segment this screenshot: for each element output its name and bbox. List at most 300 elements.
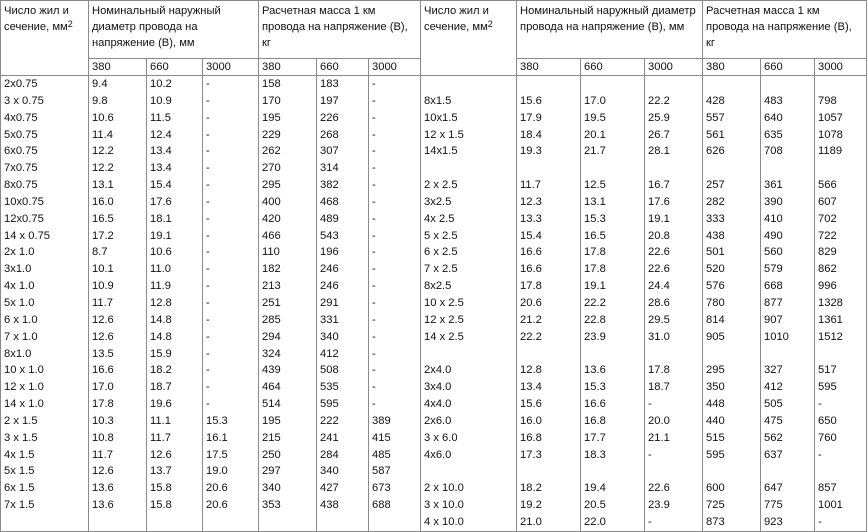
count-section-right: 4х 2.5	[421, 211, 517, 228]
value-cell-left: 438	[317, 497, 369, 514]
value-cell-right: 798	[815, 93, 867, 110]
value-cell-left: 262	[259, 143, 317, 160]
value-cell-left: -	[369, 329, 421, 346]
value-cell-right: 28.1	[645, 143, 703, 160]
value-cell-left: -	[203, 211, 259, 228]
value-cell-right: 15.3	[581, 211, 645, 228]
value-cell-left: 11.7	[89, 295, 147, 312]
table-row	[1, 396, 867, 413]
value-cell-left: 340	[317, 463, 369, 480]
header-diameter-left: Номинальный наружный диаметр провода на напряжение (В), мм	[89, 1, 259, 59]
value-cell-right: 12.3	[517, 194, 581, 211]
count-section-right: 3 х 10.0	[421, 497, 517, 514]
value-cell-left: 297	[259, 463, 317, 480]
value-cell-right: 20.6	[517, 295, 581, 312]
value-cell-left: -	[369, 76, 421, 93]
table-row	[1, 295, 867, 312]
value-cell-right: 877	[761, 295, 815, 312]
count-section-right: 2х4.0	[421, 362, 517, 379]
count-section-left: 6 х 1.0	[1, 312, 89, 329]
count-section-left: 3х1.0	[1, 261, 89, 278]
count-section-left: 12 х 1.0	[1, 379, 89, 396]
voltage-cell: 660	[581, 59, 645, 76]
value-cell-right: 23.9	[581, 329, 645, 346]
value-cell-left: 15.9	[147, 346, 203, 363]
value-cell-left: 16.0	[89, 194, 147, 211]
value-cell-left: -	[203, 194, 259, 211]
value-cell-left: -	[203, 261, 259, 278]
value-cell-right: 862	[815, 261, 867, 278]
value-cell-left: 595	[317, 396, 369, 413]
value-cell-right: 17.7	[581, 430, 645, 447]
value-cell-right: 29.5	[645, 312, 703, 329]
value-cell-right: 483	[761, 93, 815, 110]
value-cell-left: 10.2	[147, 76, 203, 93]
table-row	[1, 177, 867, 194]
count-section-right: 2 х 10.0	[421, 480, 517, 497]
value-cell-right: 25.9	[645, 110, 703, 127]
value-cell-left: 18.2	[147, 362, 203, 379]
value-cell-right	[581, 160, 645, 177]
value-cell-left: -	[203, 110, 259, 127]
header-count-section-right: Число жил и сечение, мм$^2$	[421, 1, 517, 76]
value-cell-left: -	[369, 396, 421, 413]
value-cell-right: 515	[703, 430, 761, 447]
value-cell-left: -	[203, 244, 259, 261]
value-cell-right	[761, 76, 815, 93]
table-row	[1, 160, 867, 177]
value-cell-left: -	[203, 278, 259, 295]
count-section-right: 10 х 2.5	[421, 295, 517, 312]
value-cell-left: -	[369, 127, 421, 144]
value-cell-left: 508	[317, 362, 369, 379]
value-cell-left: 222	[317, 413, 369, 430]
value-cell-left: 246	[317, 261, 369, 278]
header-count-section-left: Число жил и сечение, мм$^2$	[1, 1, 89, 76]
value-cell-right: 640	[761, 110, 815, 127]
value-cell-right: 17.8	[581, 261, 645, 278]
value-cell-left: 250	[259, 447, 317, 464]
value-cell-right	[815, 463, 867, 480]
count-section-right: 14х1.5	[421, 143, 517, 160]
value-cell-right: 517	[815, 362, 867, 379]
value-cell-right: 448	[703, 396, 761, 413]
value-cell-left: -	[203, 177, 259, 194]
value-cell-left: 12.6	[89, 329, 147, 346]
value-cell-left: 197	[317, 93, 369, 110]
value-cell-left: 17.5	[203, 447, 259, 464]
value-cell-right: 23.9	[645, 497, 703, 514]
value-cell-left: -	[369, 110, 421, 127]
value-cell-right: 410	[761, 211, 815, 228]
value-cell-right: 15.6	[517, 396, 581, 413]
table-row	[1, 514, 867, 531]
value-cell-left: 420	[259, 211, 317, 228]
value-cell-right: 21.0	[517, 514, 581, 531]
value-cell-left: 688	[369, 497, 421, 514]
count-section-right: 14 х 2.5	[421, 329, 517, 346]
value-cell-left: 182	[259, 261, 317, 278]
value-cell-left: 19.0	[203, 463, 259, 480]
value-cell-right: 873	[703, 514, 761, 531]
count-section-left: 6х 1.5	[1, 480, 89, 497]
value-cell-right: 22.8	[581, 312, 645, 329]
voltage-cell: 380	[703, 59, 761, 76]
value-cell-left: 514	[259, 396, 317, 413]
value-cell-left: 15.8	[147, 480, 203, 497]
value-cell-left: 13.4	[147, 143, 203, 160]
value-cell-right: 17.9	[517, 110, 581, 127]
value-cell-left: 11.1	[147, 413, 203, 430]
table-row	[1, 362, 867, 379]
table-row	[1, 261, 867, 278]
table-row	[1, 312, 867, 329]
value-cell-left: 587	[369, 463, 421, 480]
value-cell-left: 213	[259, 278, 317, 295]
value-cell-right	[645, 463, 703, 480]
table-row	[1, 110, 867, 127]
value-cell-right: 16.0	[517, 413, 581, 430]
value-cell-right: 22.6	[645, 480, 703, 497]
table-row	[1, 194, 867, 211]
header-mass-left: Расчетная масса 1 км провода на напряжение (В), кг	[259, 1, 421, 59]
value-cell-right: -	[815, 396, 867, 413]
count-section-left: 2х 1.0	[1, 244, 89, 261]
value-cell-left: 10.9	[89, 278, 147, 295]
value-cell-right	[645, 160, 703, 177]
value-cell-right: 17.8	[581, 244, 645, 261]
count-section-right: 4 х 10.0	[421, 514, 517, 531]
value-cell-left: 19.6	[147, 396, 203, 413]
value-cell-right: 576	[703, 278, 761, 295]
value-cell-right: 1078	[815, 127, 867, 144]
value-cell-left: 13.5	[89, 346, 147, 363]
value-cell-right: 19.1	[645, 211, 703, 228]
value-cell-right: -	[815, 514, 867, 531]
count-section-left: 14 х 0.75	[1, 228, 89, 245]
value-cell-left: 10.8	[89, 430, 147, 447]
value-cell-left: 17.0	[89, 379, 147, 396]
value-cell-right: 20.0	[645, 413, 703, 430]
value-cell-left: 12.6	[89, 463, 147, 480]
value-cell-left: 14.8	[147, 329, 203, 346]
value-cell-right: 440	[703, 413, 761, 430]
count-section-right	[421, 463, 517, 480]
value-cell-left: 16.6	[89, 362, 147, 379]
value-cell-left: 400	[259, 194, 317, 211]
count-section-right: 5 х 2.5	[421, 228, 517, 245]
table-row	[1, 379, 867, 396]
count-section-right: 2 х 2.5	[421, 177, 517, 194]
value-cell-right: 20.5	[581, 497, 645, 514]
value-cell-left: 229	[259, 127, 317, 144]
value-cell-right: 19.3	[517, 143, 581, 160]
count-section-right: 12 х 2.5	[421, 312, 517, 329]
value-cell-left	[203, 514, 259, 531]
value-cell-left: 340	[317, 329, 369, 346]
value-cell-left: 10.9	[147, 93, 203, 110]
count-section-left: 2х0.75	[1, 76, 89, 93]
value-cell-left: 196	[317, 244, 369, 261]
value-cell-left: 11.9	[147, 278, 203, 295]
value-cell-right: 637	[761, 447, 815, 464]
value-cell-left: 13.7	[147, 463, 203, 480]
value-cell-left: -	[203, 312, 259, 329]
value-cell-right: 282	[703, 194, 761, 211]
count-section-left: 8х0.75	[1, 177, 89, 194]
value-cell-right: 1001	[815, 497, 867, 514]
count-section-right: 7 х 2.5	[421, 261, 517, 278]
value-cell-right	[815, 346, 867, 363]
value-cell-right	[581, 346, 645, 363]
count-section-left: 5х0.75	[1, 127, 89, 144]
value-cell-right: 18.3	[581, 447, 645, 464]
value-cell-right: 722	[815, 228, 867, 245]
voltage-cell: 660	[147, 59, 203, 76]
value-cell-right	[815, 160, 867, 177]
table-row	[1, 127, 867, 144]
value-cell-right: 26.7	[645, 127, 703, 144]
value-cell-left: 12.6	[147, 447, 203, 464]
count-section-right: 3х2.5	[421, 194, 517, 211]
value-cell-left: 295	[259, 177, 317, 194]
value-cell-left: 324	[259, 346, 317, 363]
value-cell-left: 427	[317, 480, 369, 497]
value-cell-right: 327	[761, 362, 815, 379]
count-section-right	[421, 76, 517, 93]
value-cell-right: 19.4	[581, 480, 645, 497]
value-cell-left: 489	[317, 211, 369, 228]
value-cell-right: 17.3	[517, 447, 581, 464]
count-section-left: 4х0.75	[1, 110, 89, 127]
value-cell-left: 16.5	[89, 211, 147, 228]
value-cell-left: 12.8	[147, 295, 203, 312]
value-cell-left	[317, 514, 369, 531]
count-section-left: 6х0.75	[1, 143, 89, 160]
count-section-left: 5х 1.5	[1, 463, 89, 480]
value-cell-right: 13.4	[517, 379, 581, 396]
value-cell-right: 600	[703, 480, 761, 497]
value-cell-left: -	[369, 379, 421, 396]
voltage-cell: 660	[761, 59, 815, 76]
table-row	[1, 329, 867, 346]
value-cell-left: -	[203, 329, 259, 346]
value-cell-right: 520	[703, 261, 761, 278]
value-cell-right: 18.4	[517, 127, 581, 144]
value-cell-right: 562	[761, 430, 815, 447]
value-cell-right	[517, 76, 581, 93]
value-cell-left: 415	[369, 430, 421, 447]
value-cell-left: 464	[259, 379, 317, 396]
value-cell-left: 535	[317, 379, 369, 396]
value-cell-left: 17.6	[147, 194, 203, 211]
value-cell-right: 412	[761, 379, 815, 396]
value-cell-right	[815, 76, 867, 93]
count-section-left: 10 х 1.0	[1, 362, 89, 379]
value-cell-right	[581, 76, 645, 93]
value-cell-right: 708	[761, 143, 815, 160]
value-cell-right: -	[645, 514, 703, 531]
value-cell-left: -	[369, 194, 421, 211]
value-cell-right	[761, 463, 815, 480]
count-section-right	[421, 160, 517, 177]
count-section-left: 4х 1.5	[1, 447, 89, 464]
value-cell-left: -	[369, 346, 421, 363]
table-row	[1, 228, 867, 245]
value-cell-right	[703, 346, 761, 363]
value-cell-right	[761, 160, 815, 177]
value-cell-left: -	[369, 211, 421, 228]
count-section-left: 7х0.75	[1, 160, 89, 177]
value-cell-right: 390	[761, 194, 815, 211]
value-cell-right: 907	[761, 312, 815, 329]
value-cell-left: 13.6	[89, 497, 147, 514]
value-cell-right: 12.5	[581, 177, 645, 194]
count-section-right: 8х1.5	[421, 93, 517, 110]
count-section-left: 3 х 0.75	[1, 93, 89, 110]
value-cell-right	[761, 346, 815, 363]
value-cell-right: 295	[703, 362, 761, 379]
value-cell-right: 17.6	[645, 194, 703, 211]
count-section-right: 3х4.0	[421, 379, 517, 396]
value-cell-left: 10.6	[89, 110, 147, 127]
value-cell-left: 10.6	[147, 244, 203, 261]
value-cell-right: 668	[761, 278, 815, 295]
value-cell-left: 11.5	[147, 110, 203, 127]
value-cell-left: 12.4	[147, 127, 203, 144]
value-cell-right: 829	[815, 244, 867, 261]
value-cell-right	[703, 160, 761, 177]
table-row	[1, 447, 867, 464]
value-cell-left: 270	[259, 160, 317, 177]
value-cell-left: 14.8	[147, 312, 203, 329]
value-cell-left: 353	[259, 497, 317, 514]
value-cell-left: -	[369, 244, 421, 261]
value-cell-right	[517, 160, 581, 177]
count-section-right: 10х1.5	[421, 110, 517, 127]
value-cell-right: 505	[761, 396, 815, 413]
value-cell-left: -	[203, 346, 259, 363]
header-diameter-right: Номинальный наружный диаметр провода на напряжение (В), мм	[517, 1, 703, 59]
value-cell-right: 1057	[815, 110, 867, 127]
value-cell-left: 195	[259, 110, 317, 127]
value-cell-left: -	[369, 278, 421, 295]
value-cell-right	[645, 76, 703, 93]
table-row	[1, 497, 867, 514]
value-cell-right: 595	[815, 379, 867, 396]
value-cell-right: 15.6	[517, 93, 581, 110]
count-section-right	[421, 346, 517, 363]
table-row	[1, 463, 867, 480]
value-cell-right: 760	[815, 430, 867, 447]
count-section-left: 5х 1.0	[1, 295, 89, 312]
value-cell-left: 11.4	[89, 127, 147, 144]
value-cell-left: -	[203, 127, 259, 144]
value-cell-left: 18.7	[147, 379, 203, 396]
value-cell-right	[703, 463, 761, 480]
value-cell-right: 905	[703, 329, 761, 346]
value-cell-right: 1512	[815, 329, 867, 346]
value-cell-left: 20.6	[203, 480, 259, 497]
value-cell-left: 10.3	[89, 413, 147, 430]
value-cell-left: 195	[259, 413, 317, 430]
value-cell-left: 17.8	[89, 396, 147, 413]
value-cell-right: 16.8	[581, 413, 645, 430]
voltage-cell: 660	[317, 59, 369, 76]
value-cell-right: -	[815, 447, 867, 464]
value-cell-left: 11.7	[147, 430, 203, 447]
value-cell-left	[259, 514, 317, 531]
count-section-left: 3 х 1.5	[1, 430, 89, 447]
value-cell-right: 650	[815, 413, 867, 430]
table-row	[1, 278, 867, 295]
value-cell-left: -	[203, 396, 259, 413]
value-cell-right: 16.6	[517, 261, 581, 278]
value-cell-right: 24.4	[645, 278, 703, 295]
value-cell-left: 13.4	[147, 160, 203, 177]
voltage-cell: 380	[517, 59, 581, 76]
value-cell-right: 607	[815, 194, 867, 211]
value-cell-right: 702	[815, 211, 867, 228]
count-section-right: 12 х 1.5	[421, 127, 517, 144]
count-section-left: 7х 1.5	[1, 497, 89, 514]
value-cell-right: 18.7	[645, 379, 703, 396]
value-cell-left: 8.7	[89, 244, 147, 261]
value-cell-right: 19.1	[581, 278, 645, 295]
value-cell-right: 557	[703, 110, 761, 127]
value-cell-right: 647	[761, 480, 815, 497]
value-cell-right: 475	[761, 413, 815, 430]
value-cell-right: 775	[761, 497, 815, 514]
value-cell-left: 110	[259, 244, 317, 261]
value-cell-left: 285	[259, 312, 317, 329]
value-cell-left: 17.2	[89, 228, 147, 245]
value-cell-right: 595	[703, 447, 761, 464]
value-cell-left	[369, 514, 421, 531]
value-cell-left: 12.2	[89, 143, 147, 160]
value-cell-left: -	[203, 362, 259, 379]
value-cell-right: 31.0	[645, 329, 703, 346]
value-cell-right: 20.1	[581, 127, 645, 144]
value-cell-right: 350	[703, 379, 761, 396]
value-cell-right: 1361	[815, 312, 867, 329]
value-cell-left: 466	[259, 228, 317, 245]
value-cell-left: 15.3	[203, 413, 259, 430]
value-cell-right: 15.3	[581, 379, 645, 396]
value-cell-right: 16.6	[581, 396, 645, 413]
value-cell-right: 428	[703, 93, 761, 110]
value-cell-left: 314	[317, 160, 369, 177]
count-section-left: 7 х 1.0	[1, 329, 89, 346]
value-cell-left: 13.6	[89, 480, 147, 497]
table-row	[1, 430, 867, 447]
value-cell-right: 20.8	[645, 228, 703, 245]
value-cell-right: 22.6	[645, 244, 703, 261]
value-cell-left: -	[369, 228, 421, 245]
value-cell-right: 16.6	[517, 244, 581, 261]
voltage-cell: 3000	[815, 59, 867, 76]
value-cell-left: 331	[317, 312, 369, 329]
table-row	[1, 244, 867, 261]
value-cell-right: -	[645, 396, 703, 413]
value-cell-left: 12.6	[89, 312, 147, 329]
value-cell-left: 215	[259, 430, 317, 447]
value-cell-right	[645, 346, 703, 363]
value-cell-right: 18.2	[517, 480, 581, 497]
value-cell-right: 626	[703, 143, 761, 160]
value-cell-right: 1189	[815, 143, 867, 160]
value-cell-left: 412	[317, 346, 369, 363]
